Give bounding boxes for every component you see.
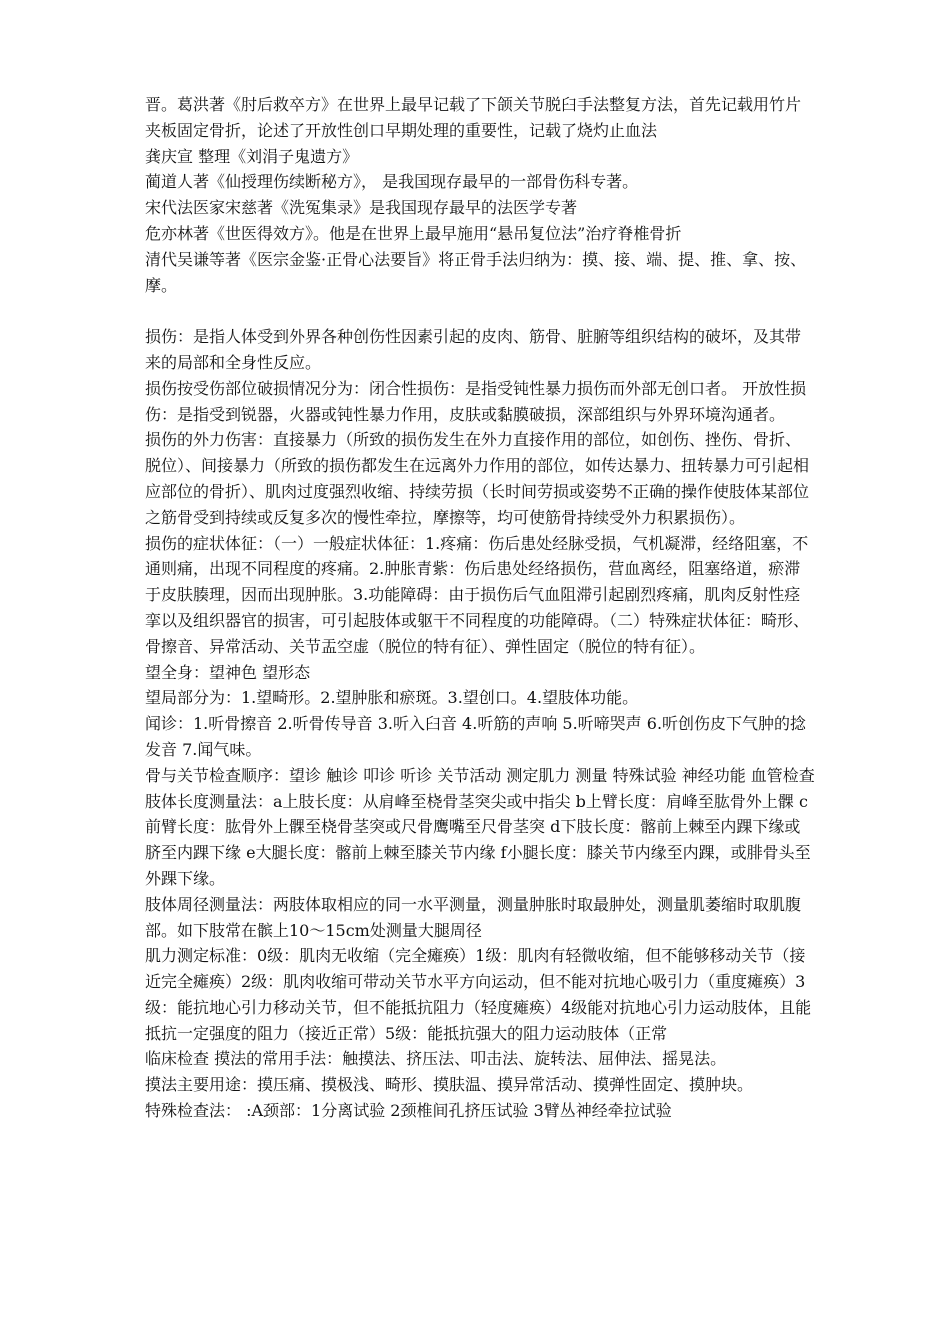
note-paragraph: 望全身：望神色 望形态 [145, 662, 311, 682]
note-paragraph: 特殊检查法： :A颈部：1分离试验 2颈椎间孔挤压试验 3臂丛神经牵拉试验 [145, 1101, 672, 1121]
note-paragraph: 损伤按受伤部位破损情况分为：闭合性损伤：是指受钝性暴力损伤而外部无创口者。 开放性损伤：是指受到锐器，火器或钝性暴力作用，皮肤或黏膜破损，深部组织与外界环境沟通者。 [145, 378, 807, 424]
paragraph-gap [145, 298, 815, 324]
note-paragraph: 闻诊：1.听骨擦音 2.听骨传导音 3.听入臼音 4.听筋的声响 5.听啼哭声 6.听创伤皮下气肿的捻发音 7.闻气味。 [145, 714, 807, 759]
history-paragraph: 晋。葛洪著《肘后救卒方》在世界上最早记载了下颌关节脱臼手法整复方法，首先记载用竹片夹板固定骨折，论述了开放性创口早期处理的重要性，记载了烧灼止血法 [145, 95, 802, 140]
history-paragraph: 危亦林著《世医得效方》。他是在世界上最早施用“悬吊复位法”治疗脊椎骨折 [145, 223, 682, 243]
note-paragraph: 骨与关节检查顺序：望诊 触诊 叩诊 听诊 关节活动 测定肌力 测量 特殊试验 神经功能 血管检查 [145, 765, 815, 785]
note-paragraph: 望局部分为：1.望畸形。2.望肿胀和瘀斑。3.望创口。4.望肢体功能。 [145, 688, 639, 708]
note-paragraph: 临床检查 摸法的常用手法：触摸法、挤压法、叩击法、旋转法、屈伸法、摇晃法。 [145, 1049, 727, 1069]
note-paragraph: 摸法主要用途：摸压痛、摸极浅、畸形、摸肤温、摸异常活动、摸弹性固定、摸肿块。 [145, 1075, 754, 1095]
document-body [145, 92, 815, 1124]
note-paragraph: 损伤的症状体征：（一）一般症状体征：1.疼痛：伤后患处经脉受损，气机凝滞，经络阻塞，不通则痛，出现不同程度的疼痛。2.肿胀青紫：伤后患处经络损伤，营血离经，阻塞络道，瘀滞于皮肤腠理，因而出现肿胀。3.功能障碍：由于损伤后气血阻滞引起剧烈疼痛，肌肉反射性痉挛以及组织器官的损害，可引起肢体或躯干不同程度的功能障碍。（二）特殊症状体征：畸形、骨擦音、异常活动、关节盂空虚（脱位的特有征）、弹性固定（脱位的特有征）。 [145, 533, 810, 656]
note-paragraph: 损伤的外力伤害：直接暴力（所致的损伤发生在外力直接作用的部位，如创伤、挫伤、骨折、脱位）、间接暴力（所致的损伤都发生在远离外力作用的部位，如传达暴力、扭转暴力可引起相应部位的骨折）、肌肉过度强烈收缩、持续劳损（长时间劳损或姿势不正确的操作使肢体某部位之筋骨受到持续或反复多次的慢性牵拉，摩擦等，均可使筋骨持续受外力积累损伤）。 [145, 430, 810, 527]
note-paragraph: 肢体长度测量法：a上肢长度：从肩峰至桡骨茎突尖或中指尖 b上臂长度：肩峰至肱骨外上髁 c前臂长度：肱骨外上髁至桡骨茎突或尺骨鹰嘴至尺骨茎突 d下肢长度：髂前上棘至内踝下缘或脐至内踝下缘 e大腿长度：髂前上棘至膝关节内缘 f小腿长度：膝关节内缘至内踝，或腓骨头至外踝下缘。 [145, 791, 811, 888]
note-paragraph: 肢体周径测量法：两肢体取相应的同一水平测量，测量肿胀时取最肿处，测量肌萎缩时取肌腹部。如下肢常在髌上10～15cm处测量大腿周径 [145, 894, 802, 940]
history-paragraph: 蔺道人著《仙授理伤续断秘方》， 是我国现存最早的一部骨伤科专著。 [145, 172, 639, 192]
history-paragraph: 宋代法医家宋慈著《洗冤集录》是我国现存最早的法医学专著 [145, 198, 578, 218]
history-paragraph: 龚庆宣 整理《刘涓子鬼遗方》 [145, 146, 359, 166]
history-paragraph: 清代吴谦等著《医宗金鉴·正骨心法要旨》将正骨手法归纳为：摸、接、端、提、推、拿、按、摩。 [145, 249, 807, 295]
note-paragraph: 损伤：是指人体受到外界各种创伤性因素引起的皮肉、筋骨、脏腑等组织结构的破坏，及其带来的局部和全身性反应。 [145, 327, 802, 372]
note-paragraph: 肌力测定标准：0级：肌肉无收缩（完全瘫痪）1级：肌肉有轻微收缩，但不能够移动关节（接近完全瘫痪）2级：肌肉收缩可带动关节水平方向运动，但不能对抗地心吸引力（重度瘫痪）3级：能抗地心引力移动关节，但不能抵抗阻力（轻度瘫痪）4级能对抗地心引力运动肢体，且能抵抗一定强度的阻力（接近正常）5级：能抵抗强大的阻力运动肢体（正常 [145, 946, 812, 1043]
